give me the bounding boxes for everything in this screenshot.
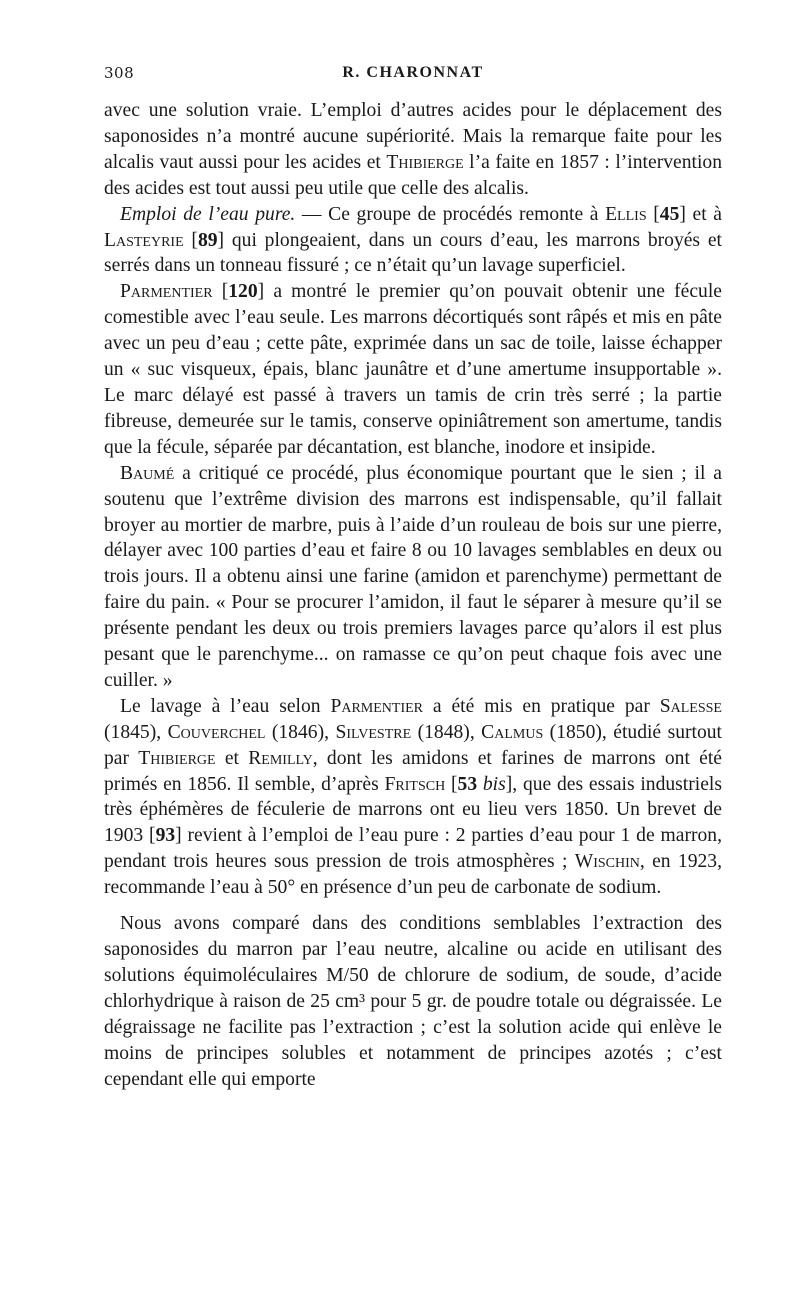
emphasis-text: bis (482, 773, 506, 795)
text-run: ] revient à l’emploi de l’eau pure : 2 parties d’eau pour 1 de marron, pendant trois heures sous pression de trois atmosphères ; (104, 825, 722, 873)
author-name: Remilly (248, 747, 313, 769)
author-name: Fritsch (384, 773, 446, 795)
text-run: ], que des essais industriels très éphémères de féculerie de marrons ont eu lieu vers 1850. Un brevet de 1903 [ (104, 773, 722, 847)
text-run: , dont les amidons et farines de marrons ont été primés en 1856. Il semble, d’après (104, 747, 722, 795)
text-run: [ (646, 203, 660, 225)
author-name: Salesse (659, 695, 722, 717)
text-run: ] et à (679, 203, 722, 225)
text-run: (1845), (104, 721, 168, 743)
author-name: Calmus (481, 721, 544, 743)
text-run: avec une solution vraie. L’emploi d’autres acides pour le déplacement des saponosides n’a montré aucune supériorité. Mais la remarque faite pour les alcalis vaut aussi pour les acides et (104, 100, 722, 173)
text-run: — Ce groupe de procédés remonte à (295, 203, 606, 225)
author-name: Silvestre (335, 721, 412, 743)
text-run: l’a faite en 1857 : l’intervention des acides est tout aussi peu utile que celle des alcalis. (104, 151, 722, 199)
text-run: a été mis en pratique par (423, 695, 660, 717)
text-run: Nous avons comparé dans des conditions semblables l’extraction des saponosides du marron par l’eau neutre, alcaline ou acide en utilisant des solutions équimoléculaires M/50 de chlorure de sodium, de soude, d’acide chlorhydrique à raison de 25 cm³ pour 5 gr. de poudre totale ou dégraissée. Le dégraissage ne facilite pas l’extraction ; c’est la solution acide qui enlève le moins de principes solubles et notamment de principes azotés ; c’est cependant elle qui emporte (104, 913, 722, 1090)
reference-number: 93 (155, 825, 176, 847)
text-run: a critiqué ce procédé, plus économique pourtant que le sien ; il a soutenu que l’extrême division des marrons est indispensable, qu’il fallait broyer au mortier de marbre, puis à l’aide d’un rouleau de bois sur une pierre, délayer avec 100 parties d’eau et faire 8 ou 10 lavages semblables en deux ou trois jours. Il a obtenu ainsi une farine (amidon et parenchyme) permettant de faire du pain. « Pour se procurer l’amidon, il faut le séparer à mesure qu’il se présente pendant les deux ou trois premiers lavages parce qu’alors il est plus pesant que le parenchyme... on ramasse ce qu’on peut chaque fois avec une cuiller. » (104, 462, 722, 691)
text-run: [ (183, 229, 198, 251)
text-run: et (215, 747, 249, 769)
text-run: (1846), (265, 721, 336, 743)
reference-number: 89 (197, 229, 218, 251)
author-name: Thibierge (386, 151, 464, 173)
text-run: ] qui plongeaient, dans un cours d’eau, les marrons broyés et serrés dans un tonneau fissuré ; ce n’était qu’un lavage superficiel. (104, 229, 722, 277)
author-name: Ellis (605, 203, 647, 225)
author-name: Couverchel (167, 721, 266, 743)
reference-number: 45 (659, 203, 680, 225)
text-run: [ (212, 281, 229, 303)
reference-number: 120 (228, 281, 258, 303)
page-number: 308 (104, 64, 135, 82)
text-run: [ (445, 773, 458, 795)
author-name: Wischin (574, 851, 640, 873)
body-text (104, 98, 722, 1092)
paragraph (104, 202, 722, 280)
paragraph (104, 279, 722, 460)
text-run: , en 1923, recommande l’eau à 50° en présence d’un peu de carbonate de sodium. (104, 851, 722, 899)
running-head: R. CHARONNAT (342, 64, 484, 81)
text-run: (1850), étudié surtout par (104, 721, 722, 769)
emphasis-text: Emploi de l’eau pure. (120, 203, 296, 225)
author-name: Lasteyrie (104, 229, 184, 251)
text-run: Le lavage à l’eau selon (120, 695, 331, 717)
author-name: Baumé (120, 462, 175, 484)
page-header (104, 64, 722, 86)
reference-number: 53 (457, 773, 478, 795)
paragraph (104, 694, 722, 901)
paragraph (104, 461, 722, 694)
text-run: (1848), (411, 721, 482, 743)
paragraph (104, 911, 722, 1092)
text-run: ] a montré le premier qu’on pouvait obtenir une fécule comestible avec l’eau seule. Les marrons décortiqués sont râpés et mis en pâte avec un peu d’eau ; cette pâte, exprimée dans un sac de toile, laisse échapper un « suc visqueux, épais, blanc jaunâtre et d’une amertume insupportable ». Le marc délayé est passé à travers un tamis de crin très serré ; la partie fibreuse, demeurée sur le tamis, conserve opiniâtrement son amertume, tandis que la fécule, séparée par décantation, est blanche, inodore et insipide. (104, 281, 722, 458)
author-name: Parmentier (330, 695, 423, 717)
author-name: Thibierge (138, 747, 216, 769)
author-name: Parmentier (120, 281, 213, 303)
paragraph (104, 98, 722, 202)
